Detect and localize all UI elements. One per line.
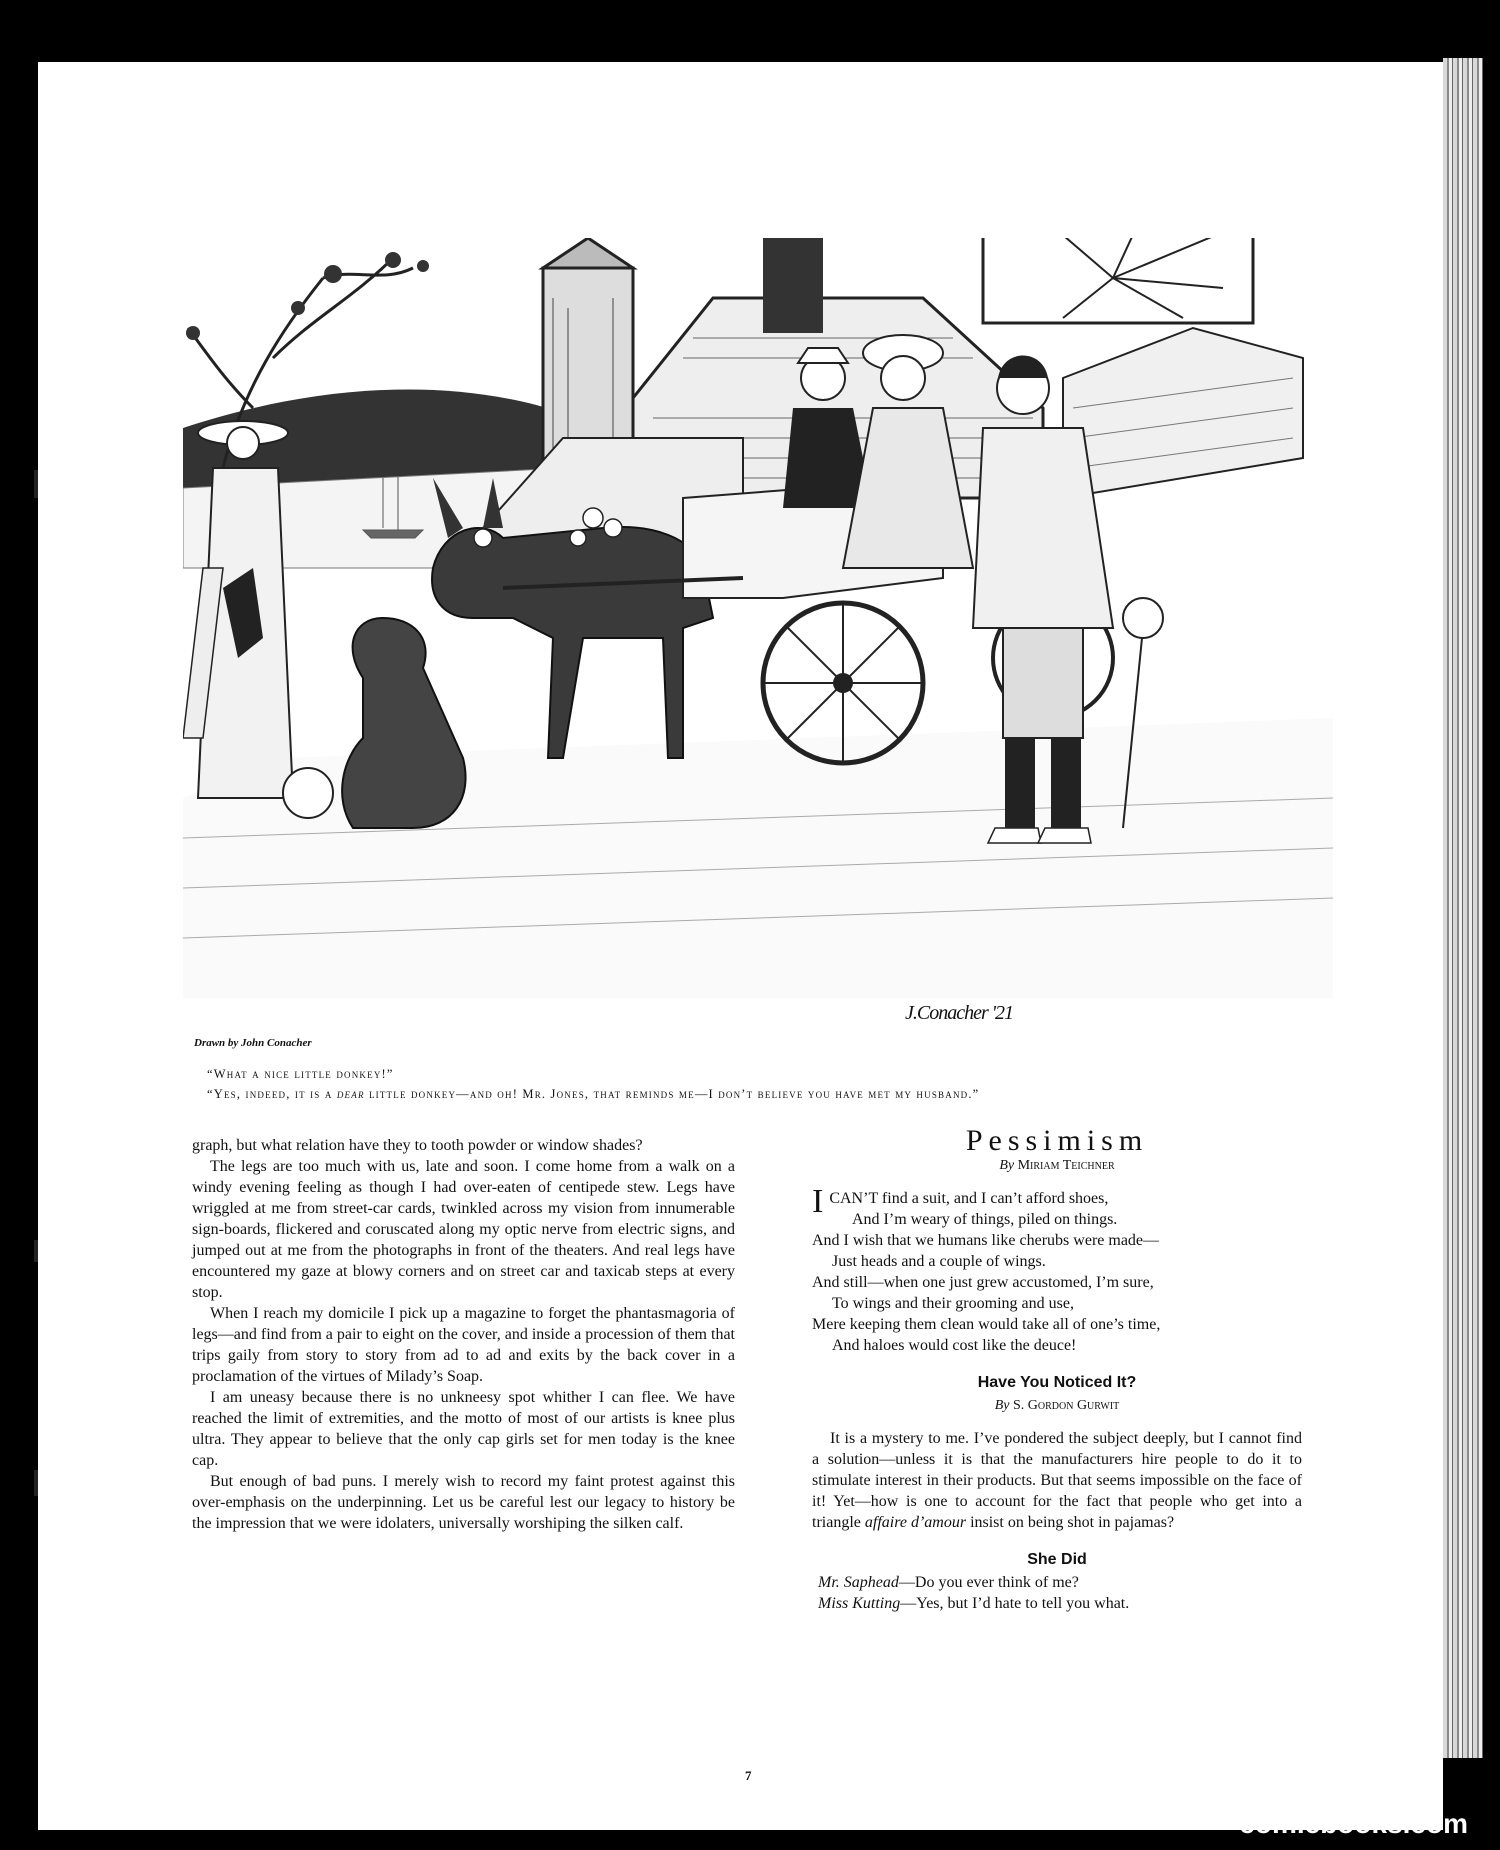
poem-line: Just heads and a couple of wings. xyxy=(832,1253,1046,1270)
poem-line: To wings and their grooming and use, xyxy=(832,1295,1074,1312)
left-page-edge xyxy=(0,62,38,1830)
donkey-cart-illustration xyxy=(183,238,1333,998)
poem-line: And still—when one just grew accustomed, I’m sure, xyxy=(812,1274,1154,1291)
poem-line: And I wish that we humans like cherubs were made— xyxy=(812,1232,1160,1249)
poem-line: ICAN’T find a suit, and I can’t afford shoes, xyxy=(812,1183,1109,1220)
caption-line-2: “Yes, indeed, it is a dear little donkey—and oh! Mr. Jones, that reminds me—I don’t believe you have met my husband.” xyxy=(207,1087,980,1101)
caption-line-1: “What a nice little donkey!” xyxy=(207,1067,394,1081)
paragraph: graph, but what relation have they to tooth powder or window shades? xyxy=(192,1137,643,1154)
poem-body xyxy=(812,1183,1302,1356)
dialogue xyxy=(812,1572,1302,1614)
article-byline: By S. Gordon Gurwit xyxy=(994,1398,1120,1413)
page-number: 7 xyxy=(745,1768,752,1783)
paragraph: The legs are too much with us, late and soon. I come home from a walk on a windy evening feeling as though I had over-eaten of centipede stew. Legs have wriggled at me from street-car cards, twinkled across my vision from innumerable sign-boards, flickered and coruscated along my optic nerve from electric signs, and jumped out at me from the photographs in front of the theaters. And real legs have encountered my gaze at blowy corners and on street car and taxicab steps at every stop. xyxy=(192,1158,735,1301)
paragraph: But enough of bad puns. I merely wish to record my faint protest against this over-emphasis on the underpinning. Let us be careful lest our legacy to history be the impression that we were idolaters, universally worshiping the silken calf. xyxy=(192,1473,735,1532)
article-title: She Did xyxy=(1027,1551,1087,1568)
article-body: It is a mystery to me. I’ve pondered the subject deeply, but I cannot find a solution—unless it is that the manufacturers hire people to do it to stimulate interest in their products. But that seems impossible on the face of it! Yet—how is one to account for the fact that people who get into a triangle affaire d’amour insist on being shot in pajamas? xyxy=(812,1430,1302,1531)
paragraph: When I reach my domicile I pick up a magazine to forget the phantasmagoria of legs—and find from a pair to eight on the cover, and inside a procession of them that trips gaily from story to story from ad to ad and exits by the back cover in a proclamation of the virtues of Milady’s Soap. xyxy=(192,1305,735,1385)
paragraph: I am uneasy because there is no unkneesy spot whither I can flee. We have reached the limit of extremities, and the motto of most of our artists is knee plus ultra. They appear to believe that the only cap girls set for men today is the knee cap. xyxy=(192,1389,735,1469)
poem-byline: By Miriam Teichner xyxy=(999,1158,1115,1173)
illustration-caption xyxy=(207,1064,1317,1104)
poem-stanza xyxy=(812,1183,1302,1272)
poem-stanza xyxy=(812,1272,1302,1356)
poem-line: And haloes would cost like the deuce! xyxy=(832,1337,1077,1354)
site-watermark: comicbooks.com xyxy=(1239,1808,1468,1839)
right-column xyxy=(812,1124,1302,1614)
poem-line: Mere keeping them clean would take all of one’s time, xyxy=(812,1316,1161,1333)
left-column-text xyxy=(192,1135,735,1534)
article-title: Have You Noticed It? xyxy=(977,1374,1137,1391)
dialogue-line: Mr. Saphead—Do you ever think of me? xyxy=(818,1574,1079,1591)
dialogue-line: Miss Kutting—Yes, but I’d hate to tell you what. xyxy=(818,1595,1130,1612)
page-stack-edge xyxy=(1443,58,1483,1758)
artist-signature: J.Conacher '21 xyxy=(905,1002,1014,1024)
poem-line: And I’m weary of things, piled on things. xyxy=(852,1211,1118,1228)
drop-cap: I xyxy=(812,1183,824,1220)
illustration-credit: Drawn by John Conacher xyxy=(194,1037,312,1049)
poem-title: Pessimism xyxy=(965,1124,1149,1157)
